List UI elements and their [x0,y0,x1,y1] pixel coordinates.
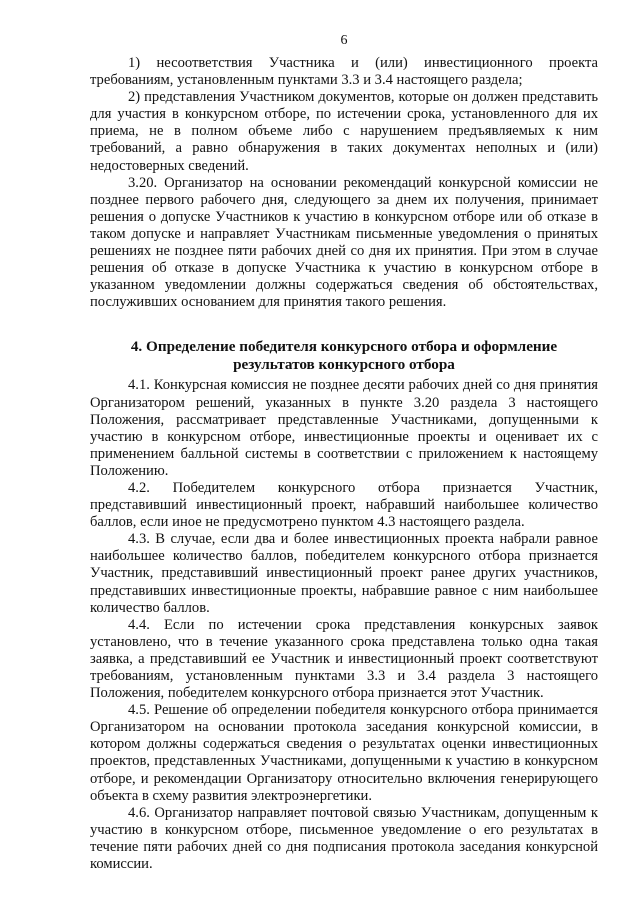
page-number: 6 [340,33,348,48]
paragraph-3-20: 3.20. Организатор на основании рекомендаций конкурсной комиссии не позднее первого рабочего дня, следующего за днем их получения, принимает решения о допуске Участников к участию в конкурсном отборе или об отказе в таком допуске и направляет Участникам письменные уведомления о принятых решениях не позднее пяти рабочих дней со дня их принятия. При этом в случае решения об отказе в допуске Участника к участию в конкурсном отборе в указанном уведомлении должны содержаться сведения об обстоятельствах, послуживших основанием для принятия такого решения. [90,174,598,311]
paragraph-item-2: 2) представления Участником документов, которые он должен представить для участия в конкурсном отборе, по истечении срока, установленного для их приема, не в полном объеме либо с нарушением предъявляемых к ним требований, а равно обнаружения в таких документах неполных и (или) недостоверных сведений. [90,89,598,174]
paragraph-4-6: 4.6. Организатор направляет почтовой связью Участникам, допущенным к участию в конкурсном отборе, письменное уведомление о его результатах в течение пяти рабочих дней со дня подписания протокола заседания конкурсной комиссии. [90,804,598,873]
document-body [90,55,598,873]
section-4-heading [90,311,598,377]
paragraph-4-3: 4.3. В случае, если два и более инвестиционных проекта набрали равное наибольшее количество баллов, победителем конкурсного отбора признается Участник, представивший инвестиционный проект ранее других участников, представивших инвестиционные проекты, набравшие равное с ним наибольшее количество баллов. [90,531,598,616]
paragraph-4-4: 4.4. Если по истечении срока представления конкурсных заявок установлено, что в течение указанного срока представлена только одна такая заявка, а представивший ее Участник и инвестиционный проект соответствуют требованиям, установленным пунктами 3.3 и 3.4 раздела 3 настоящего Положения, победителем конкурсного отбора признается этот Участник. [90,616,598,702]
section-heading-line2: результатов конкурсного отбора [233,356,455,374]
paragraph-item-1: 1) несоответствия Участника и (или) инвестиционного проекта требованиям, установленным пунктами 3.3 и 3.4 настоящего раздела; [90,55,598,89]
paragraph-4-5: 4.5. Решение об определении победителя конкурсного отбора принимается Организатором на основании протокола заседания конкурсной комиссии, в котором должны содержаться сведения о результатах оценки инвестиционных проектов, представленных Участниками, допущенными к участию в конкурсном отборе, и рекомендации Организатору относительно включения генерирующего объекта в схему развития электроэнергетики. [90,702,598,804]
paragraph-4-1: 4.1. Конкурсная комиссия не позднее десяти рабочих дней со дня принятия Организатором решений, указанных в пункте 3.20 раздела 3 настоящего Положения, рассматривает представленные Участниками, допущенными к участию в конкурсном отборе, инвестиционные проекты и оценивает их с применением балльной системы в соответствии с приложением к настоящему Положению. [90,377,598,479]
paragraph-4-2: 4.2. Победителем конкурсного отбора признается Участник, представивший инвестиционный проект, набравший наибольшее количество баллов, если иное не предусмотрено пунктом 4.3 настоящего раздела. [90,479,598,531]
section-heading-line1: 4. Определение победителя конкурсного отбора и оформление [130,338,558,356]
